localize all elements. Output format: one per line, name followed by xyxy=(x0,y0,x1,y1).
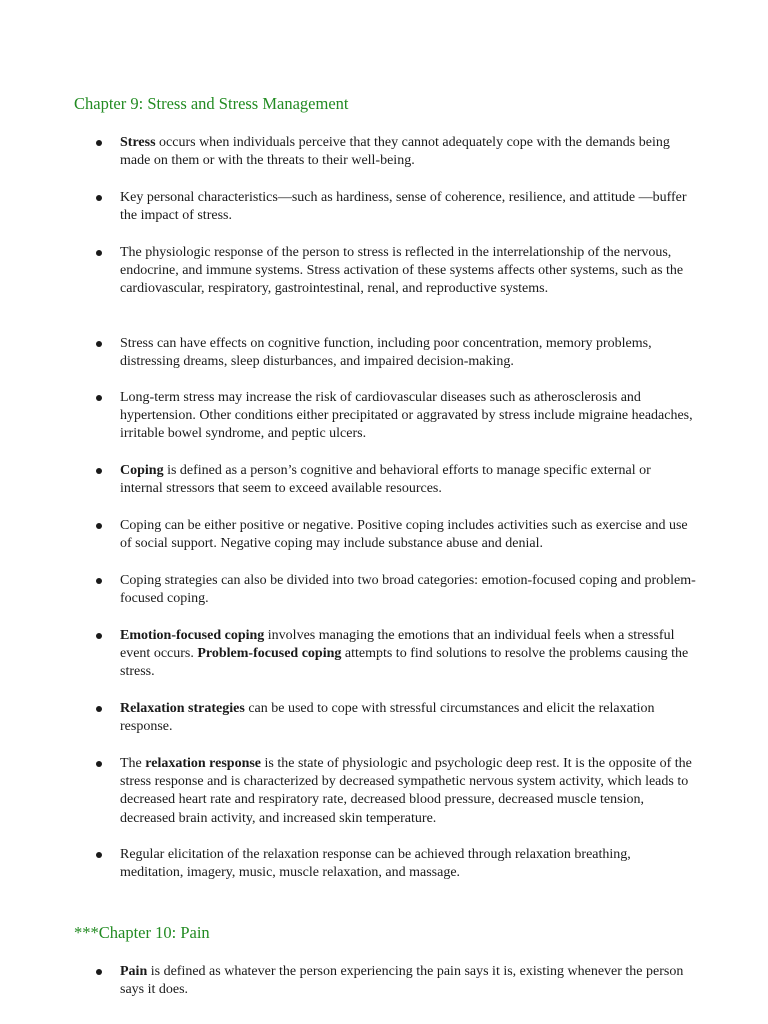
bullet-icon xyxy=(96,395,102,401)
bullet-icon xyxy=(96,468,102,474)
bullet-icon xyxy=(96,633,102,639)
bold-term: relaxation response xyxy=(145,756,262,771)
bullet-item-positive-negative-coping xyxy=(120,517,696,553)
bullet-icon xyxy=(96,250,102,256)
bullet-item-relaxation-strategies xyxy=(120,700,696,736)
bullet-item-long-term-stress xyxy=(120,389,696,444)
bullet-icon xyxy=(96,341,102,347)
bold-term: Stress xyxy=(120,135,156,150)
bullet-item-pain-definition xyxy=(120,963,696,999)
bold-term: Problem-focused coping xyxy=(197,646,342,662)
bullet-text: The xyxy=(120,756,146,771)
bullet-text: involves managing the emotions that an individual feels when a stressful event occurs. xyxy=(120,628,675,662)
bold-term: Pain xyxy=(120,964,148,979)
chapter-9-heading: Chapter 9: Stress and Stress Management xyxy=(74,94,349,113)
bullet-text: Stress can have effects on cognitive function, including poor concentration, memory problems, distressing dreams, sleep disturbances, and impaired decision-making. xyxy=(120,336,652,370)
bullet-item-coping-categories xyxy=(120,572,696,608)
bullet-text: is defined as a person’s cognitive and behavioral efforts to manage specific external or internal stressors that seem to exceed available resources. xyxy=(120,463,651,497)
bullet-text: The physiologic response of the person to stress is reflected in the interrelationship of the nervous, endocrine, and immune systems. Stress activation of these systems affects other systems, such as the cardiovascular, respiratory, gastrointestinal, renal, and reproductive systems. xyxy=(120,245,684,297)
bullet-item-relaxation-response xyxy=(120,755,696,828)
bullet-icon xyxy=(96,852,102,858)
bullet-text: can be used to cope with stressful circumstances and elicit the relaxation response. xyxy=(120,701,655,735)
bullet-item-stress-definition xyxy=(120,134,696,170)
bullet-text: is defined as whatever the person experiencing the pain says it is, existing whenever the person says it does. xyxy=(120,964,684,998)
bullet-item-personal-characteristics xyxy=(120,189,696,225)
bullet-text: Key personal characteristics—such as hardiness, sense of coherence, resilience, and attitude —buffer the impact of stress. xyxy=(120,190,687,224)
bullet-text: Coping can be either positive or negative. Positive coping includes activities such as exercise and use of social support. Negative coping may include substance abuse and denial. xyxy=(120,518,688,552)
bullet-item-coping-definition xyxy=(120,462,696,498)
bullet-item-regular-elicitation xyxy=(120,846,696,882)
bold-term: Emotion-focused coping xyxy=(120,628,265,643)
bullet-item-emotion-problem-focused xyxy=(120,627,696,682)
bullet-text: Coping strategies can also be divided into two broad categories: emotion-focused coping and problem-focused coping. xyxy=(120,573,696,607)
bullet-text: attempts to find solutions to resolve the problems causing the stress. xyxy=(120,646,689,680)
bold-term: Relaxation strategies xyxy=(120,701,245,716)
bullet-icon xyxy=(96,578,102,584)
bullet-icon xyxy=(96,140,102,146)
bullet-icon xyxy=(96,969,102,975)
bullet-text: Regular elicitation of the relaxation response can be achieved through relaxation breathing, meditation, imagery, music, muscle relaxation, and massage. xyxy=(120,847,631,881)
bullet-text: occurs when individuals perceive that they cannot adequately cope with the demands being made on them or with the threats to their well-being. xyxy=(120,135,670,169)
bullet-item-cognitive-effects xyxy=(120,335,696,371)
bullet-icon xyxy=(96,523,102,529)
bullet-icon xyxy=(96,706,102,712)
bullet-text: is the state of physiologic and psychologic deep rest. It is the opposite of the stress response and is characterized by decreased sympathetic nervous system activity, which leads to decreased heart rate and respiratory rate, decreased blood pressure, decreased muscle tension, decreased brain activity, and increased skin temperature. xyxy=(120,756,692,826)
bullet-item-physiologic-response xyxy=(120,244,696,299)
bullet-icon xyxy=(96,195,102,201)
bold-term: Coping xyxy=(120,463,164,478)
bullet-text: Long-term stress may increase the risk of cardiovascular diseases such as atherosclerosis and hypertension. Other conditions either precipitated or aggravated by stress include migraine headaches, irritable bowel syndrome, and peptic ulcers. xyxy=(120,390,693,442)
bullet-icon xyxy=(96,761,102,767)
chapter-10-heading: ***Chapter 10: Pain xyxy=(74,923,210,942)
